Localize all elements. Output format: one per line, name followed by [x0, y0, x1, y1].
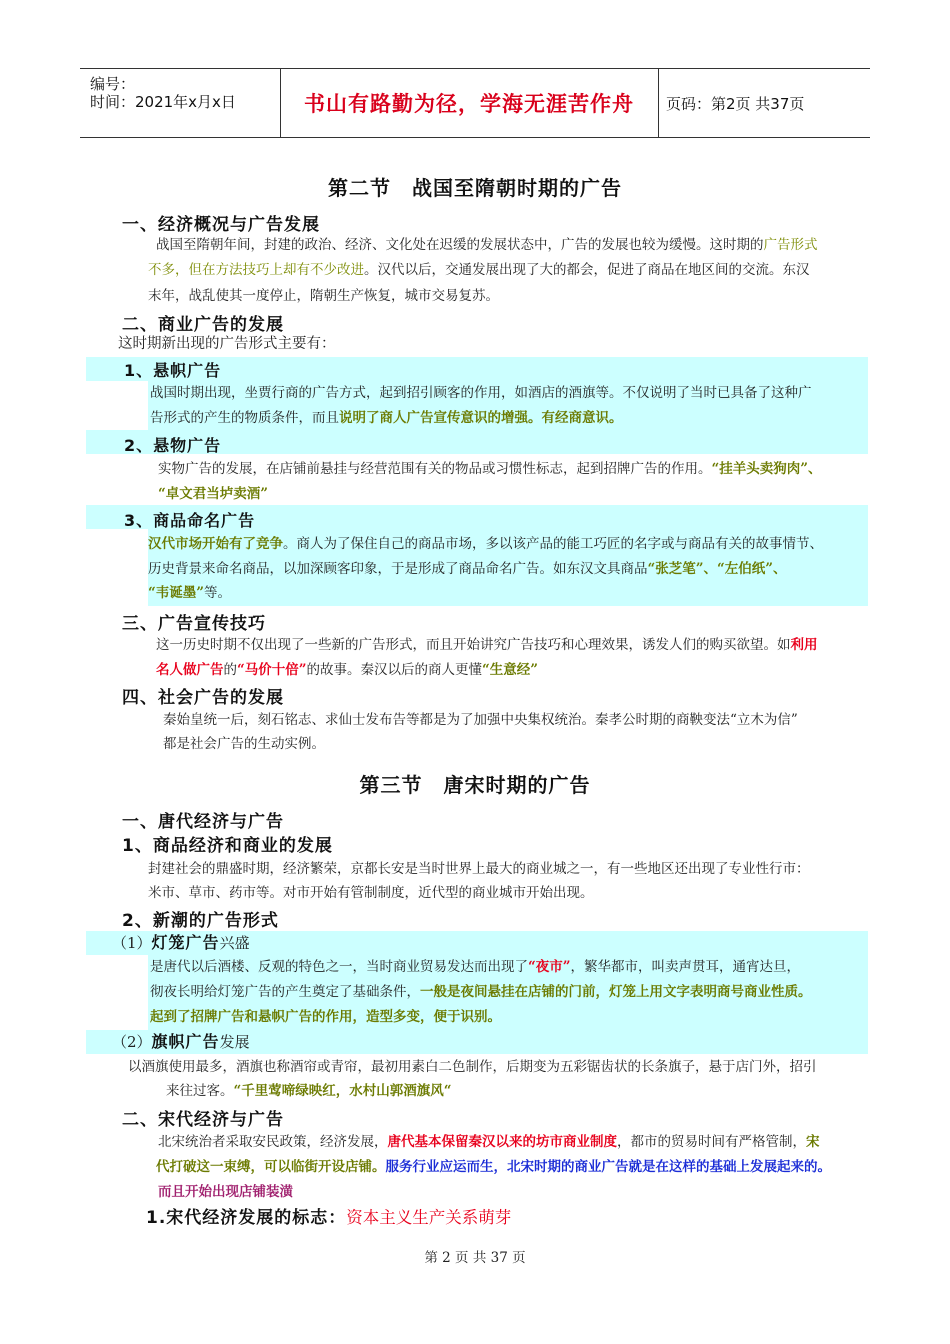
section-heading: 一、经济概况与广告发展	[122, 215, 320, 235]
paragraph-line: 不多，但在方法技巧上却有不少改进。汉代以后，交通发展出现了大的都会，促进了商品在地区间的交流。东汉	[148, 262, 810, 278]
motto: 书山有路勤为径，学海无涯苦作舟	[304, 92, 634, 116]
paragraph-line: 都是社会广告的生动实例。	[163, 736, 325, 752]
subsection-heading: 3、商品命名广告	[124, 511, 256, 530]
paragraph-line: 历史背景来命名商品，以加深顾客印象，于是形成了商品命名广告。如东汉文具商品“张芝笔”、“左伯纸”、	[148, 561, 787, 577]
section-heading: 四、社会广告的发展	[122, 688, 284, 708]
paragraph-line: 来往过客。“千里莺啼绿映红，水村山郭酒旗风“	[166, 1083, 452, 1099]
document-header	[80, 68, 870, 138]
paragraph-line: 战国时期出现，坐贾行商的广告方式，起到招引顾客的作用，如酒店的酒旗等。不仅说明了当时已具备了这种广	[150, 385, 812, 401]
paragraph-line: 以酒旗使用最多，酒旗也称酒帘或青帘，最初用素白二色制作，后期变为五彩锯齿状的长条旗子，悬于店门外，招引	[128, 1059, 817, 1075]
subsection-heading: 1、悬帜广告	[124, 361, 222, 380]
subsection-heading: 1、商品经济和商业的发展	[122, 836, 333, 856]
paragraph-line: 米市、草市、药市等。对市开始有管制制度，近代型的商业城市开始出现。	[148, 885, 594, 901]
paragraph-line: 名人做广告的“马价十倍”的故事。秦汉以后的商人更懂“生意经”	[156, 662, 539, 678]
paragraph-line: 起到了招牌广告和悬帜广告的作用，造型多变，便于识别。	[150, 1009, 501, 1025]
page-indicator: 页码：第2页 共37页	[666, 94, 805, 113]
section-heading: 一、唐代经济与广告	[122, 812, 284, 832]
intro-line: 这时期新出现的广告形式主要有：	[118, 336, 336, 352]
doc-number: 编号：	[90, 75, 136, 93]
header-motto-cell	[280, 69, 659, 137]
paragraph-line: 封建社会的鼎盛时期，经济繁荣，京都长安是当时世界上最大的商业城之一，有一些地区还出现了专业性行市：	[148, 861, 810, 877]
paragraph-line: 秦始皇统一后，刻石铭志、求仙士发布告等都是为了加强中央集权统治。秦孝公时期的商鞅变法“立木为信”	[163, 712, 798, 728]
subsection-heading: 2、新潮的广告形式	[122, 911, 279, 931]
paragraph-line: 代打破这一束缚，可以临街开设店铺。服务行业应运而生，北宋时期的商业广告就是在这样的基础上发展起来的。	[156, 1159, 831, 1175]
subsection-heading: 2、悬物广告	[124, 436, 222, 455]
section-heading: 二、宋代经济与广告	[122, 1110, 284, 1130]
subsection-heading: （2）旗帜广告发展	[112, 1032, 250, 1051]
paragraph-line: 末年，战乱使其一度停止，隋朝生产恢复，城市交易复苏。	[148, 288, 499, 304]
header-right-cell	[658, 69, 870, 137]
paragraph-line: 而且开始出现店铺装潢	[158, 1184, 293, 1200]
subsection-heading: 1.宋代经济发展的标志：资本主义生产关系萌芽	[146, 1208, 512, 1228]
paragraph-line: 汉代市场开始有了竞争。商人为了保住自己的商品市场，多以该产品的能工巧匠的名字或与商品有关的故事情节、	[148, 536, 823, 552]
paragraph-line: 是唐代以后酒楼、反观的特色之一，当时商业贸易发达而出现了“夜市”，繁华都市，叫卖声贯耳，通宵达旦，	[150, 959, 801, 975]
section-heading: 二、商业广告的发展	[122, 315, 284, 335]
header-left-cell	[80, 69, 281, 137]
section-title: 第二节 战国至隋朝时期的广告	[328, 176, 622, 200]
paragraph-line: 实物广告的发展，在店铺前悬挂与经营范围有关的物品或习惯性标志，起到招牌广告的作用。“挂羊头卖狗肉”、	[158, 461, 822, 477]
section-title: 第三节 唐宋时期的广告	[359, 773, 591, 797]
page-footer: 第 2 页 共 37 页	[424, 1250, 526, 1266]
paragraph-line: “卓文君当垆卖酒”	[158, 486, 269, 502]
paragraph-line: 这一历史时期不仅出现了一些新的广告形式，而且开始讲究广告技巧和心理效果，诱发人们的购买欲望。如利用	[156, 637, 818, 653]
paragraph-line: “韦诞墨”等。	[148, 585, 232, 601]
paragraph-line: 北宋统治者采取安民政策，经济发展，唐代基本保留秦汉以来的坊市商业制度，都市的贸易时间有严格管制，宋	[158, 1134, 820, 1150]
subsection-heading: （1）灯笼广告兴盛	[112, 933, 250, 952]
section-heading: 三、广告宣传技巧	[122, 614, 266, 634]
doc-time: 时间：2021年x月x日	[90, 93, 236, 111]
paragraph-line: 彻夜长明给灯笼广告的产生奠定了基础条件，一般是夜间悬挂在店铺的门前，灯笼上用文字表明商号商业性质。	[150, 984, 812, 1000]
paragraph-line: 战国至隋朝年间，封建的政治、经济、文化处在迟缓的发展状态中，广告的发展也较为缓慢。这时期的广告形式	[156, 237, 818, 253]
paragraph-line: 告形式的产生的物质条件，而且说明了商人广告宣传意识的增强。有经商意识。	[150, 410, 623, 426]
